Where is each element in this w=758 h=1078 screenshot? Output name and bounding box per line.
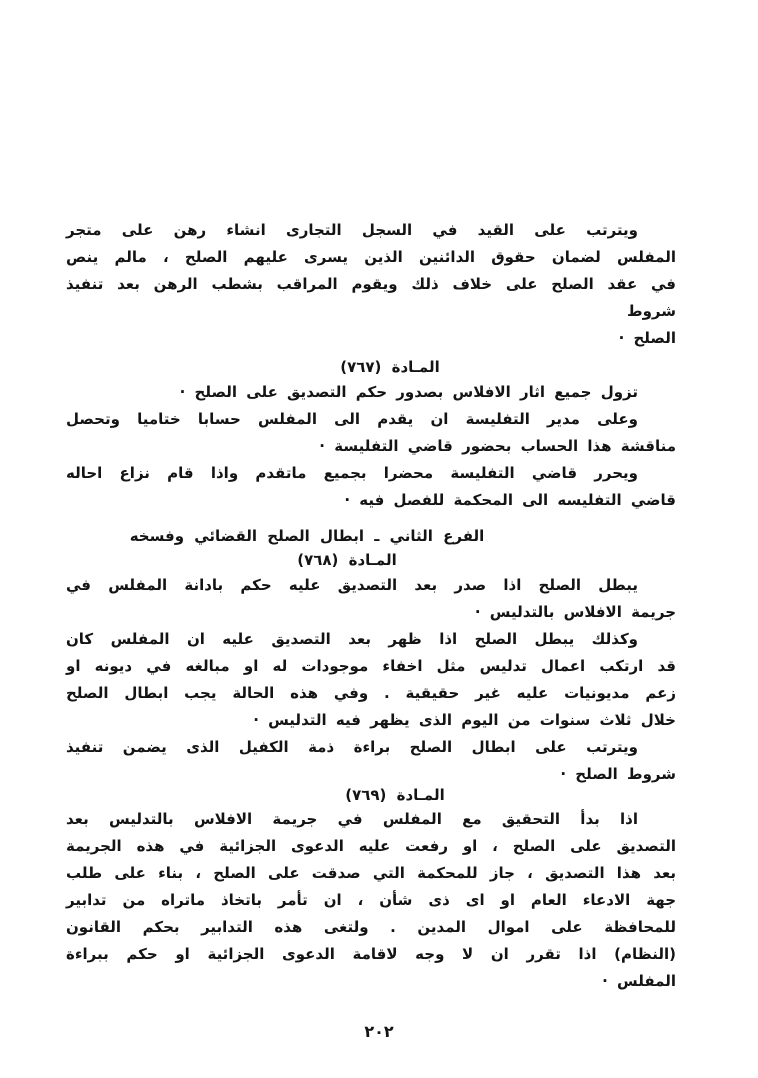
text-line: ويترتب على القيد في السجل التجارى انشاء رهن على متجر xyxy=(66,221,638,239)
paragraph xyxy=(66,734,676,788)
text-line: في عقد الصلح على خلاف ذلك ويقوم المراقب بشطب الرهن بعد تنفيذ شروط xyxy=(66,275,676,320)
text-line: يبطل الصلح اذا صدر بعد التصديق عليه حكم بادانة المفلس في xyxy=(66,576,638,594)
text-line: التصديق على الصلح ، او رفعت عليه الدعوى الجزائية في هذه الجريمة xyxy=(66,837,676,855)
text-line: جريمة الافلاس بالتدليس · xyxy=(474,603,676,621)
text-line: خلال ثلاث سنوات من اليوم الذى يظهر فيه التدليس · xyxy=(253,711,676,729)
section-heading: الفرع الثاني ـ ابطال الصلح القضائي وفسخه xyxy=(129,527,485,545)
text-line: الصلح · xyxy=(618,329,676,347)
text-line: مناقشة هذا الحساب بحضور قاضي التفليسة · xyxy=(319,437,676,455)
article-heading: المـادة (٧٦٨) xyxy=(297,551,397,569)
text-line: تزول جميع اثار الافلاس بصدور حكم التصديق على الصلح · xyxy=(179,383,638,401)
paragraph xyxy=(66,806,676,995)
text-line: قاضي التفليسه الى المحكمة للفصل فيه · xyxy=(344,491,676,509)
article-heading: المـادة (٧٦٧) xyxy=(340,358,440,376)
page-number: ٢٠٢ xyxy=(364,1022,394,1041)
text-line: بعد هذا التصديق ، جاز للمحكمة التي صدقت على الصلح ، بناء على طلب xyxy=(66,864,676,882)
paragraph xyxy=(66,406,676,460)
text-line: جهة الادعاء العام او اى ذى شأن ، ان تأمر باتخاذ ماتراه من تدابير xyxy=(66,891,676,909)
text-line: المفلس · xyxy=(602,972,676,990)
paragraph xyxy=(66,572,676,626)
paragraph xyxy=(66,217,676,352)
paragraph xyxy=(66,460,676,514)
text-line: زعم مديونيات عليه غير حقيقية . وفي هذه الحالة يجب ابطال الصلح xyxy=(66,684,676,702)
paragraph xyxy=(66,379,676,406)
text-line: وعلى مدير التفليسة ان يقدم الى المفلس حسابا ختاميا وتحصل xyxy=(66,410,638,428)
paragraph xyxy=(66,626,676,734)
text-line: (النظام) اذا تقرر ان لا وجه لاقامة الدعوى الجزائية او حكم ببراءة xyxy=(66,945,676,963)
text-line: المفلس لضمان حقوق الدائنين الذين يسرى عليهم الصلح ، مالم ينص xyxy=(66,248,676,266)
text-line: للمحافظة على اموال المدين . ولتغى هذه التدابير بحكم القانون xyxy=(66,918,676,936)
text-line: ويترتب على ابطال الصلح براءة ذمة الكفيل الذى يضمن تنفيذ xyxy=(66,738,638,756)
text-line: ويحرر قاضي التفليسة محضرا بجميع ماتقدم واذا قام نزاع احاله xyxy=(66,464,638,482)
article-heading: المـادة (٧٦٩) xyxy=(345,786,445,804)
text-line: شروط الصلح · xyxy=(560,765,676,783)
text-line: اذا بدأ التحقيق مع المفلس في جريمة الافلاس بالتدليس بعد xyxy=(66,810,638,828)
text-line: وكذلك يبطل الصلح اذا ظهر بعد التصديق عليه ان المفلس كان xyxy=(66,630,638,648)
text-line: قد ارتكب اعمال تدليس مثل اخفاء موجودات له او مبالغه في ديونه او xyxy=(66,657,676,675)
document-content xyxy=(66,217,676,995)
